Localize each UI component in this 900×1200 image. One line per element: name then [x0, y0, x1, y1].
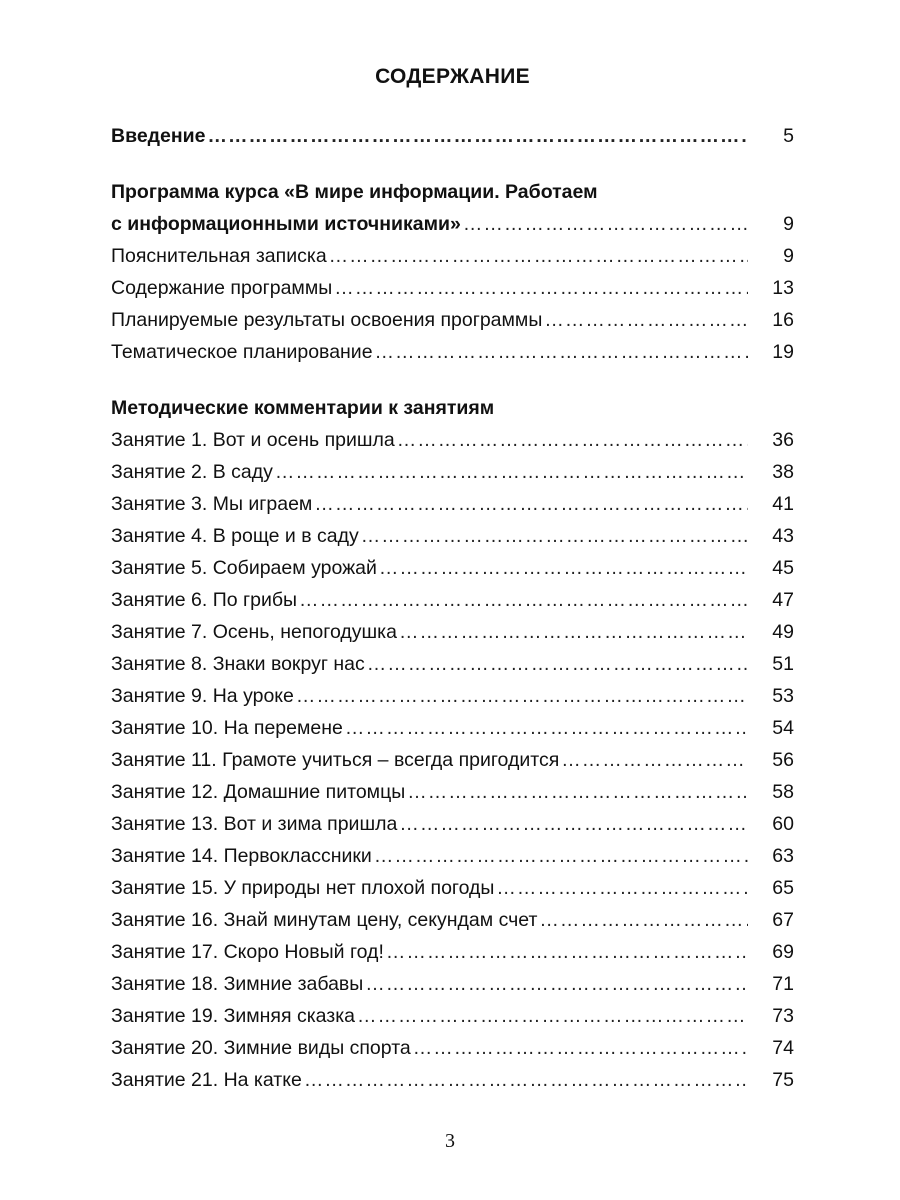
- leader-dots: [399, 808, 748, 840]
- toc-entry-label: Занятие 19. Зимняя сказка: [111, 1005, 356, 1027]
- toc-page-number: 41: [772, 493, 794, 515]
- toc-entry-lesson[interactable]: [111, 552, 794, 584]
- toc-page-number: 16: [772, 309, 794, 331]
- toc-page-number: 65: [772, 877, 794, 899]
- toc-entry-lesson[interactable]: [111, 648, 794, 680]
- toc-entry-label: Занятие 16. Знай минутам цену, секундам счет: [111, 909, 538, 931]
- toc-entry-label: Занятие 9. На уроке: [111, 685, 294, 707]
- toc-entry-lesson[interactable]: [111, 488, 794, 520]
- toc-entry-label: Занятие 1. Вот и осень пришла: [111, 429, 395, 451]
- toc-entry-lesson[interactable]: [111, 456, 794, 488]
- leader-dots: [561, 744, 748, 776]
- toc-page-number: 9: [783, 245, 794, 267]
- toc-entry-label: Тематическое планирование: [111, 341, 373, 363]
- toc-entry-label: Занятие 11. Грамоте учиться – всегда пригодится: [111, 749, 560, 771]
- leader-dots: [357, 1000, 748, 1032]
- leader-dots: [386, 936, 748, 968]
- toc-entry-label: Занятие 7. Осень, непогодушка: [111, 621, 397, 643]
- toc-page-number: 67: [772, 909, 794, 931]
- toc-page-number: 51: [772, 653, 794, 675]
- table-of-contents: [111, 62, 794, 1096]
- toc-page-number: 5: [783, 125, 794, 147]
- toc-entry-label: Планируемые результаты освоения программы: [111, 309, 543, 331]
- toc-page-number: 71: [772, 973, 794, 995]
- toc-entry-program-item[interactable]: [111, 304, 794, 336]
- toc-entry-label: Занятие 15. У природы нет плохой погоды: [111, 877, 495, 899]
- toc-entry-lesson[interactable]: [111, 712, 794, 744]
- toc-page-number: 58: [772, 781, 794, 803]
- toc-entry-label: Занятие 18. Зимние забавы: [111, 973, 364, 995]
- toc-entry-label: Занятие 14. Первоклассники: [111, 845, 372, 867]
- toc-entry-label: Занятие 2. В саду: [111, 461, 273, 483]
- toc-entry-intro[interactable]: [111, 120, 794, 152]
- toc-page-number: 36: [772, 429, 794, 451]
- leader-dots: [407, 776, 748, 808]
- toc-page-number: 69: [772, 941, 794, 963]
- leader-dots: [397, 424, 748, 456]
- toc-entry-label: Занятие 4. В роще и в саду: [111, 525, 359, 547]
- toc-entry-lesson[interactable]: [111, 520, 794, 552]
- lesson-list: [111, 424, 794, 1096]
- toc-entry-lesson[interactable]: [111, 872, 794, 904]
- leader-dots: [345, 712, 748, 744]
- leader-dots: [374, 840, 748, 872]
- program-subsection-list: [111, 240, 794, 368]
- toc-entry-lesson[interactable]: [111, 1000, 794, 1032]
- toc-page-number: 53: [772, 685, 794, 707]
- toc-page-number: 74: [772, 1037, 794, 1059]
- toc-entry-lesson[interactable]: [111, 840, 794, 872]
- toc-entry-label: Занятие 10. На перемене: [111, 717, 343, 739]
- toc-entry-lesson[interactable]: [111, 584, 794, 616]
- toc-page-number: 54: [772, 717, 794, 739]
- toc-entry-label: Занятие 5. Собираем урожай: [111, 557, 377, 579]
- leader-dots: [463, 208, 748, 240]
- toc-page-number: 45: [772, 557, 794, 579]
- toc-entry-lesson[interactable]: [111, 904, 794, 936]
- toc-page-number: 47: [772, 589, 794, 611]
- toc-section-methods-title[interactable]: Методические комментарии к занятиям: [111, 397, 495, 419]
- toc-entry-lesson[interactable]: [111, 1064, 794, 1096]
- toc-entry-lesson[interactable]: [111, 936, 794, 968]
- leader-dots: [208, 120, 749, 152]
- leader-dots: [399, 616, 748, 648]
- leader-dots: [375, 336, 748, 368]
- toc-page-number: 43: [772, 525, 794, 547]
- toc-entry-program-item[interactable]: [111, 240, 794, 272]
- toc-entry-label: Занятие 17. Скоро Новый год!: [111, 941, 384, 963]
- leader-dots: [275, 456, 748, 488]
- leader-dots: [329, 240, 748, 272]
- toc-entry-program-item[interactable]: [111, 336, 794, 368]
- leader-dots: [367, 648, 748, 680]
- toc-section-program-title[interactable]: Программа курса «В мире информации. Работаем: [111, 181, 598, 203]
- leader-dots: [296, 680, 748, 712]
- toc-page-number: 38: [772, 461, 794, 483]
- toc-entry-label: Занятие 21. На катке: [111, 1069, 302, 1091]
- toc-entry-label: Занятие 3. Мы играем: [111, 493, 313, 515]
- toc-page-number: 49: [772, 621, 794, 643]
- toc-entry-label: Занятие 13. Вот и зима пришла: [111, 813, 398, 835]
- toc-entry-lesson[interactable]: [111, 808, 794, 840]
- toc-entry-lesson[interactable]: [111, 680, 794, 712]
- leader-dots: [314, 488, 748, 520]
- toc-entry-label: Занятие 20. Зимние виды спорта: [111, 1037, 411, 1059]
- leader-dots: [539, 904, 748, 936]
- toc-page-number: 19: [772, 341, 794, 363]
- toc-entry-lesson[interactable]: [111, 616, 794, 648]
- toc-page-number: 56: [772, 749, 794, 771]
- toc-page-number: 75: [772, 1069, 794, 1091]
- leader-dots: [413, 1032, 748, 1064]
- leader-dots: [334, 272, 748, 304]
- toc-page-number: 13: [772, 277, 794, 299]
- toc-entry-lesson[interactable]: [111, 1032, 794, 1064]
- leader-dots: [299, 584, 748, 616]
- toc-entry-label: Занятие 8. Знаки вокруг нас: [111, 653, 365, 675]
- toc-entry-program-item[interactable]: [111, 272, 794, 304]
- toc-page-number: 9: [783, 213, 794, 235]
- toc-page-number: 73: [772, 1005, 794, 1027]
- toc-entry-label: с информационными источниками»: [111, 213, 461, 235]
- toc-entry-label: Занятие 6. По грибы: [111, 589, 298, 611]
- leader-dots: [361, 520, 748, 552]
- toc-entry-label: Пояснительная записка: [111, 245, 327, 267]
- toc-entry-program[interactable]: [111, 208, 794, 240]
- toc-entry-lesson[interactable]: [111, 776, 794, 808]
- toc-page-number: 63: [772, 845, 794, 867]
- toc-page-number: 60: [772, 813, 794, 835]
- toc-entry-lesson[interactable]: [111, 424, 794, 456]
- toc-entry-lesson[interactable]: [111, 968, 794, 1000]
- leader-dots: [304, 1064, 748, 1096]
- toc-entry-lesson[interactable]: [111, 744, 794, 776]
- toc-entry-label: Занятие 12. Домашние питомцы: [111, 781, 406, 803]
- leader-dots: [379, 552, 748, 584]
- toc-entry-label: Введение: [111, 125, 206, 147]
- toc-entry-label: Содержание программы: [111, 277, 333, 299]
- page-number-footer: 3: [445, 1130, 455, 1152]
- page-title: СОДЕРЖАНИЕ: [375, 65, 530, 88]
- leader-dots: [365, 968, 748, 1000]
- leader-dots: [496, 872, 748, 904]
- leader-dots: [544, 304, 748, 336]
